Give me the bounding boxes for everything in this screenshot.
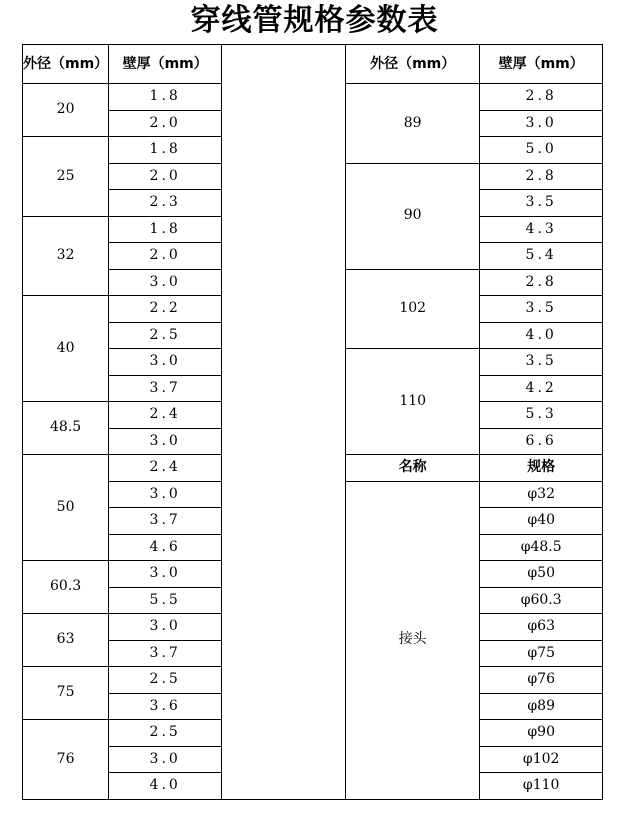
left-wall-cell: 2.0: [109, 243, 222, 270]
left-wall-cell: 3.6: [109, 693, 222, 720]
left-wall-cell: 3.0: [109, 428, 222, 455]
left-wall-cell: 3.0: [109, 746, 222, 773]
left-od-cell: 63: [23, 614, 109, 667]
joint-spec-cell: φ110: [480, 773, 603, 800]
joint-spec-cell: φ76: [480, 667, 603, 694]
right-wall-header: 壁厚（mm）: [480, 45, 603, 84]
left-od-cell: 76: [23, 720, 109, 800]
right-wall-cell: 4.0: [480, 322, 603, 349]
left-wall-cell: 3.0: [109, 561, 222, 588]
joint-spec-cell: φ32: [480, 481, 603, 508]
right-wall-cell: 6.6: [480, 428, 603, 455]
right-wall-cell: 3.5: [480, 349, 603, 376]
right-wall-cell: 5.3: [480, 402, 603, 429]
joint-spec-cell: φ63: [480, 614, 603, 641]
page-title: 穿线管规格参数表: [190, 3, 439, 38]
left-wall-header: 壁厚（mm）: [109, 45, 222, 84]
left-wall-cell: 3.0: [109, 349, 222, 376]
joint-name-cell: 接头: [346, 481, 480, 799]
right-wall-cell: 2.8: [480, 163, 603, 190]
left-wall-cell: 1.8: [109, 216, 222, 243]
right-od-header: 外径（mm）: [346, 45, 480, 84]
left-wall-cell: 3.7: [109, 508, 222, 535]
joint-spec-cell: φ102: [480, 746, 603, 773]
left-wall-cell: 1.8: [109, 84, 222, 111]
left-wall-cell: 2.4: [109, 402, 222, 429]
right-od-cell: 89: [346, 84, 480, 164]
left-od-cell: 50: [23, 455, 109, 561]
joint-name-header: 名称: [346, 455, 480, 482]
joint-spec-cell: φ40: [480, 508, 603, 535]
left-wall-cell: 2.0: [109, 110, 222, 137]
center-gap: [222, 45, 346, 800]
left-wall-cell: 4.6: [109, 534, 222, 561]
left-od-cell: 48.5: [23, 402, 109, 455]
left-od-header: 外径（mm）: [23, 45, 109, 84]
left-wall-cell: 2.3: [109, 190, 222, 217]
right-wall-cell: 5.0: [480, 137, 603, 164]
left-wall-cell: 3.7: [109, 640, 222, 667]
joint-spec-cell: φ90: [480, 720, 603, 747]
right-od-cell: 110: [346, 349, 480, 455]
right-od-cell: 90: [346, 163, 480, 269]
left-wall-cell: 2.2: [109, 296, 222, 323]
right-wall-cell: 4.3: [480, 216, 603, 243]
header-row: [23, 45, 603, 84]
joint-spec-cell: φ50: [480, 561, 603, 588]
right-wall-cell: 2.8: [480, 269, 603, 296]
left-wall-cell: 4.0: [109, 773, 222, 800]
left-wall-cell: 2.4: [109, 455, 222, 482]
left-od-cell: 75: [23, 667, 109, 720]
right-wall-cell: 5.4: [480, 243, 603, 270]
left-od-cell: 25: [23, 137, 109, 217]
left-wall-cell: 3.0: [109, 481, 222, 508]
left-wall-cell: 3.7: [109, 375, 222, 402]
left-wall-cell: 3.0: [109, 269, 222, 296]
left-wall-cell: 2.5: [109, 667, 222, 694]
spec-table: [22, 44, 603, 800]
left-od-cell: 40: [23, 296, 109, 402]
joint-spec-cell: φ89: [480, 693, 603, 720]
left-wall-cell: 2.5: [109, 720, 222, 747]
left-od-cell: 20: [23, 84, 109, 137]
right-wall-cell: 2.8: [480, 84, 603, 111]
right-wall-cell: 3.5: [480, 190, 603, 217]
left-wall-cell: 1.8: [109, 137, 222, 164]
left-wall-cell: 5.5: [109, 587, 222, 614]
right-wall-cell: 3.0: [480, 110, 603, 137]
right-wall-cell: 4.2: [480, 375, 603, 402]
left-od-cell: 32: [23, 216, 109, 296]
left-wall-cell: 2.5: [109, 322, 222, 349]
left-wall-cell: 2.0: [109, 163, 222, 190]
joint-spec-cell: φ48.5: [480, 534, 603, 561]
right-od-cell: 102: [346, 269, 480, 349]
joint-spec-header: 规格: [480, 455, 603, 482]
left-od-cell: 60.3: [23, 561, 109, 614]
left-wall-cell: 3.0: [109, 614, 222, 641]
right-wall-cell: 3.5: [480, 296, 603, 323]
spec-table-body: [23, 45, 603, 800]
joint-spec-cell: φ60.3: [480, 587, 603, 614]
joint-spec-cell: φ75: [480, 640, 603, 667]
